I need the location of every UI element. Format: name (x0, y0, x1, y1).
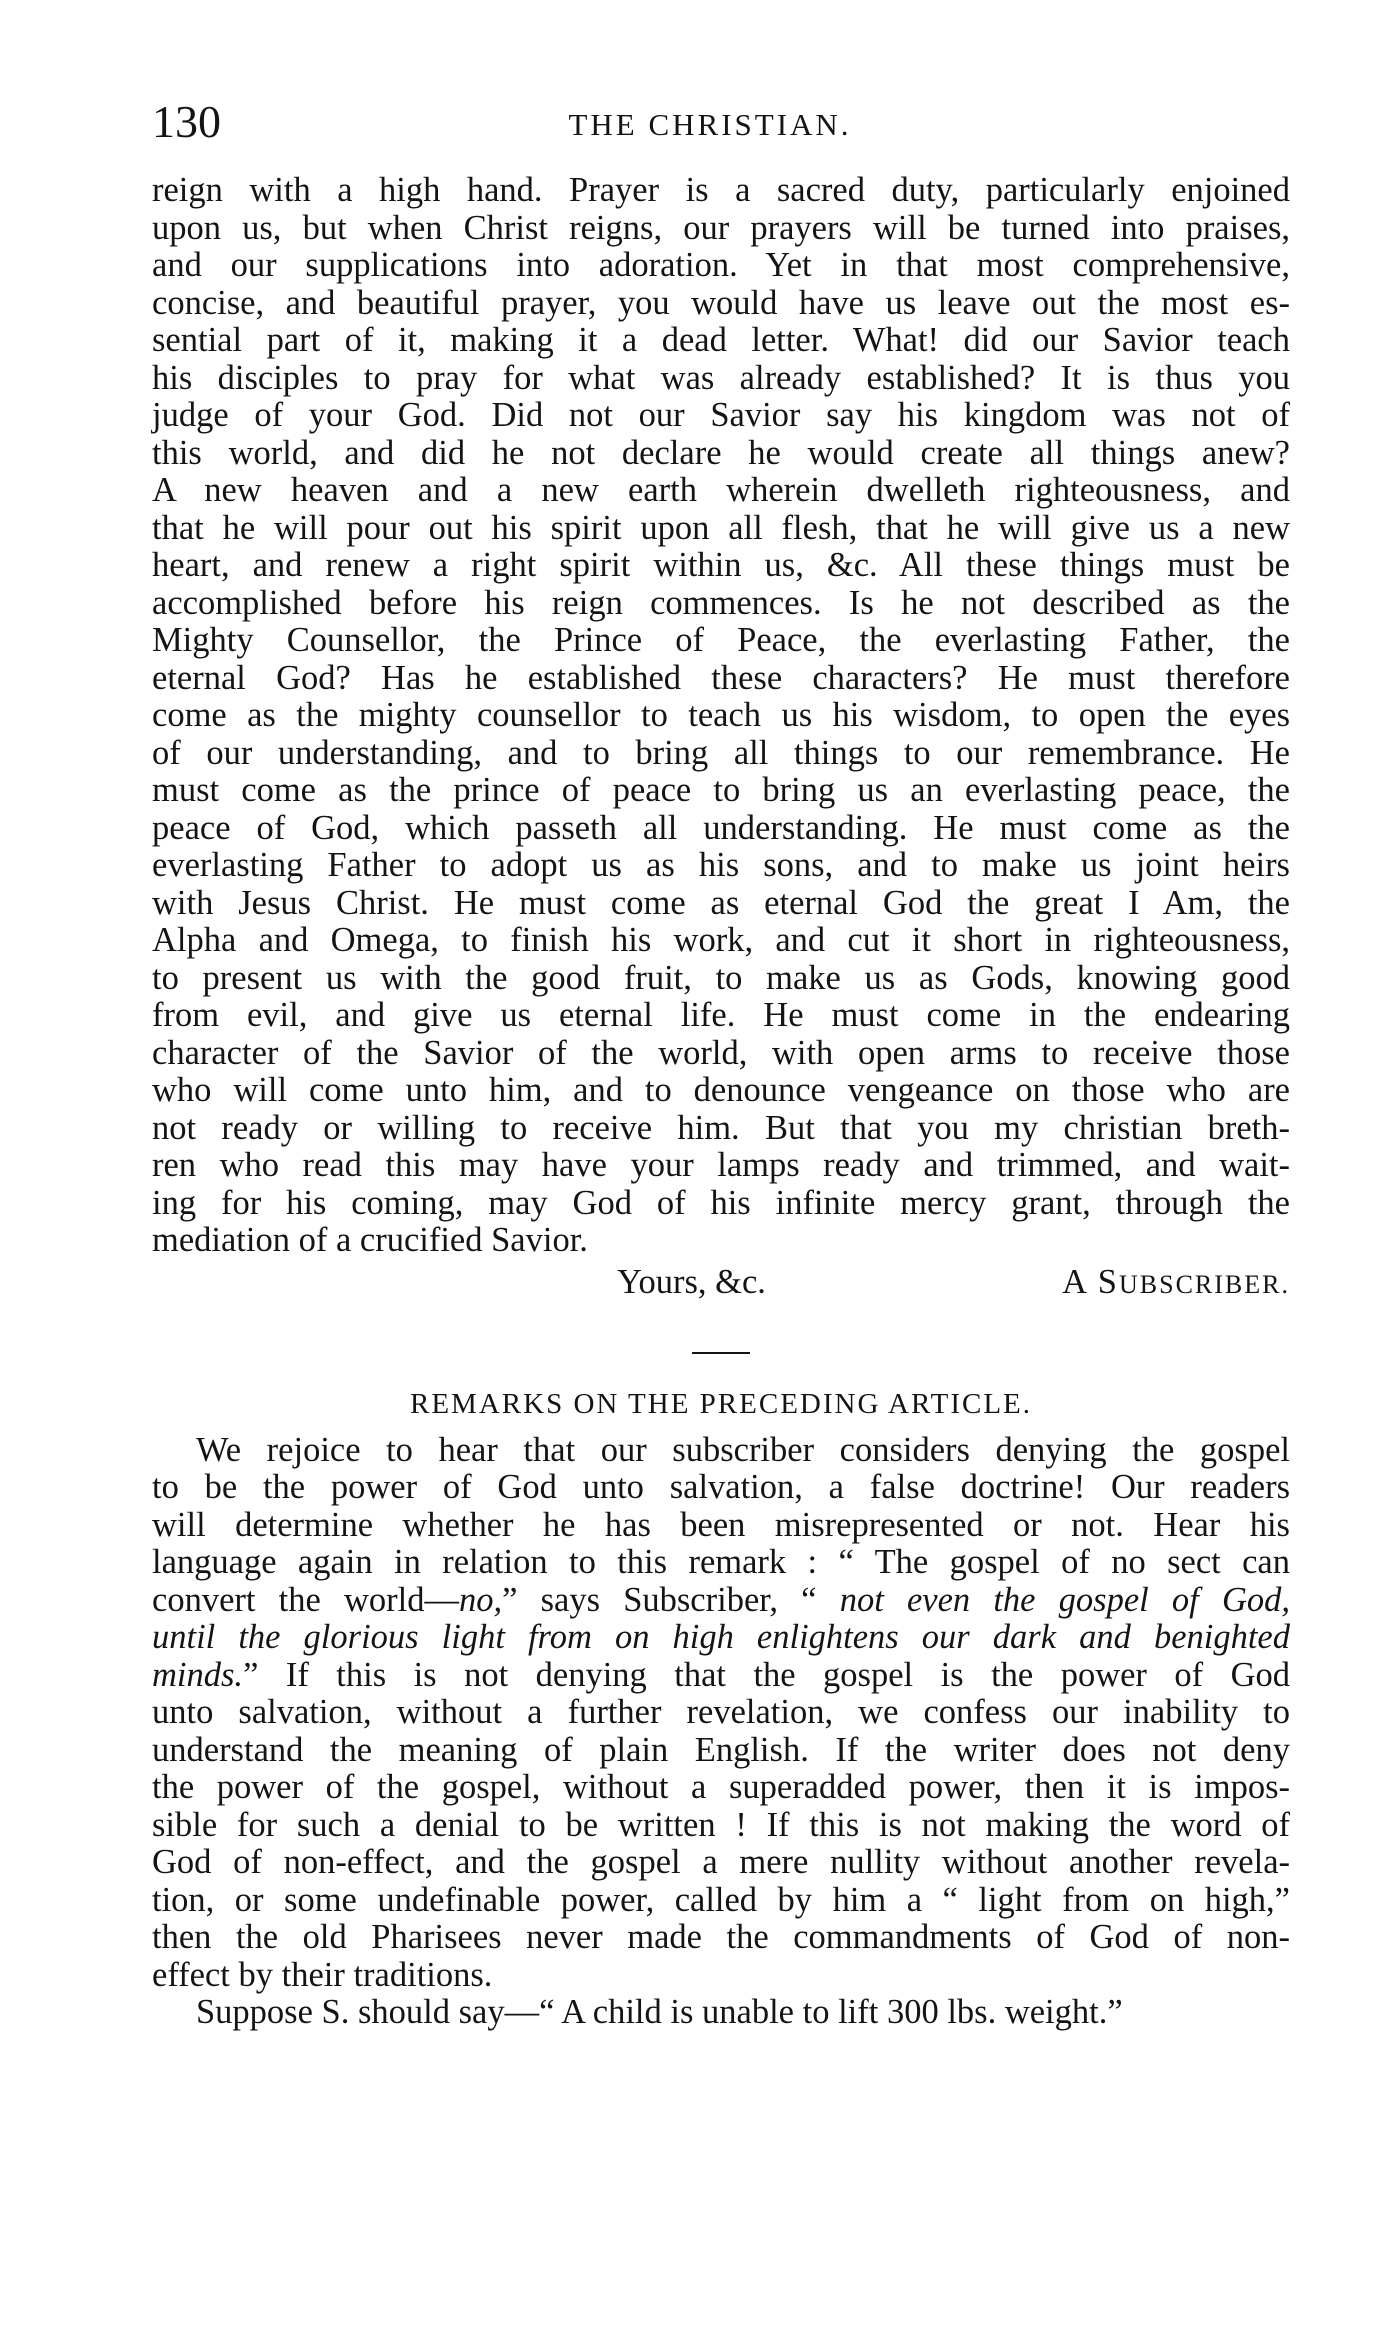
text-line: concise, and beautiful prayer, you would have us leave out the most es- (152, 283, 1290, 322)
text-line: then the old Pharisees never made the commandments of God of non- (152, 1918, 1290, 1956)
page-number: 130 (152, 96, 221, 147)
signature-author (1062, 1264, 1290, 1304)
text-line: Alpha and Omega, to finish his work, and cut it short in righteousness, (152, 921, 1290, 959)
remarks-text (152, 1432, 1290, 2032)
text-line: mediation of a crucified Savior. (152, 1221, 588, 1259)
text-line: tion, or some undefinable power, called by him a “ light from on high,” (152, 1880, 1290, 1919)
text-line: Suppose S. should say—“ A child is unable to lift 300 lbs. weight.” (196, 1993, 1123, 2031)
text-line: character of the Savior of the world, with open arms to receive those (152, 1033, 1290, 1072)
section-title: REMARKS ON THE PRECEDING ARTICLE. (410, 1387, 1032, 1420)
text-line: that he will pour out his spirit upon all flesh, that he will give us a new (152, 508, 1290, 547)
text-line: understand the meaning of plain English. If the writer does not deny (152, 1730, 1290, 1769)
text-line: who will come unto him, and to denounce vengeance on those who are (152, 1071, 1290, 1109)
text-line: and our supplications into adoration. Yet in that most comprehensive, (152, 246, 1290, 284)
text-line: unto salvation, without a further revelation, we confess our inability to (152, 1693, 1290, 1731)
text-line: language again in relation to this remark : “ The gospel of no sect can (152, 1543, 1290, 1581)
text-line: the power of the gospel, without a superadded power, then it is impos- (152, 1768, 1290, 1806)
text-line: come as the mighty counsellor to teach us his wisdom, to open the eyes (152, 696, 1290, 734)
author-small-caps: UBSCRIBER. (1119, 1269, 1290, 1299)
running-head: THE CHRISTIAN. (568, 107, 852, 142)
text-line: sential part of it, making it a dead letter. What! did our Savior teach (152, 321, 1290, 359)
italic-span: minds. (152, 1655, 244, 1694)
text-line: peace of God, which passeth all understanding. He must come as the (152, 808, 1290, 847)
text-line: to present us with the good fruit, to make us as Gods, knowing good (152, 958, 1290, 997)
text-line: reign with a high hand. Prayer is a sacred duty, particularly enjoined (152, 171, 1290, 209)
italic-span: no, (458, 1580, 503, 1619)
text-line: upon us, but when Christ reigns, our prayers will be turned into praises, (152, 208, 1290, 247)
italic-span: not even the gospel of God, (839, 1580, 1290, 1619)
text-line: A new heaven and a new earth wherein dwelleth righteousness, and (152, 471, 1290, 509)
text-line: God of non-effect, and the gospel a mere nullity without another revela- (152, 1843, 1290, 1881)
author-initial: A S (1062, 1262, 1119, 1301)
text-line: accomplished before his reign commences. Is he not described as the (152, 583, 1290, 622)
page-body (152, 172, 1290, 2032)
text-span: ” says Subscriber, “ (502, 1580, 840, 1619)
text-line: ren who read this may have your lamps ready and trimmed, and wait- (152, 1146, 1290, 1184)
text-line: of our understanding, and to bring all things to our remembrance. He (152, 733, 1290, 772)
text-line (152, 1657, 1290, 1695)
text-span: convert the world— (152, 1580, 459, 1619)
text-line: to be the power of God unto salvation, a false doctrine! Our readers (152, 1468, 1290, 1506)
text-line: eternal God? Has he established these characters? He must therefore (152, 658, 1290, 697)
text-line: heart, and renew a right spirit within us, &c. All these things must be (152, 546, 1290, 584)
text-line: everlasting Father to adopt us as his sons, and to make us joint heirs (152, 846, 1290, 884)
text-line: his disciples to pray for what was already established? It is thus you (152, 358, 1290, 397)
text-line: not ready or willing to receive him. But that you my christian breth- (152, 1108, 1290, 1147)
text-line: from evil, and give us eternal life. He must come in the endearing (152, 996, 1290, 1034)
text-line: sible for such a denial to be written ! If this is not making the word of (152, 1805, 1290, 1844)
text-line: We rejoice to hear that our subscriber considers denying the gospel (196, 1430, 1290, 1469)
text-line: Mighty Counsellor, the Prince of Peace, the everlasting Father, the (152, 621, 1290, 659)
text-line (152, 1582, 1290, 1620)
letter-text (152, 172, 1290, 1260)
section-divider (692, 1352, 750, 1354)
text-line: judge of your God. Did not our Savior say his kingdom was not of (152, 396, 1290, 434)
text-line: must come as the prince of peace to bring us an everlasting peace, the (152, 771, 1290, 809)
letter-signature (152, 1264, 1290, 1304)
signature-closing: Yours, &c. (617, 1262, 766, 1301)
text-span: ” If this is not denying that the gospel is the power of God (243, 1655, 1290, 1694)
text-line: until the glorious light from on high enlightens our dark and benighted (152, 1618, 1290, 1656)
text-line: with Jesus Christ. He must come as eternal God the great I Am, the (152, 883, 1290, 922)
text-line: ing for his coming, may God of his infinite mercy grant, through the (152, 1183, 1290, 1222)
text-line: effect by their traditions. (152, 1955, 493, 1994)
text-line: this world, and did he not declare he would create all things anew? (152, 433, 1290, 472)
text-line: will determine whether he has been misrepresented or not. Hear his (152, 1505, 1290, 1544)
page-header (140, 92, 1280, 152)
